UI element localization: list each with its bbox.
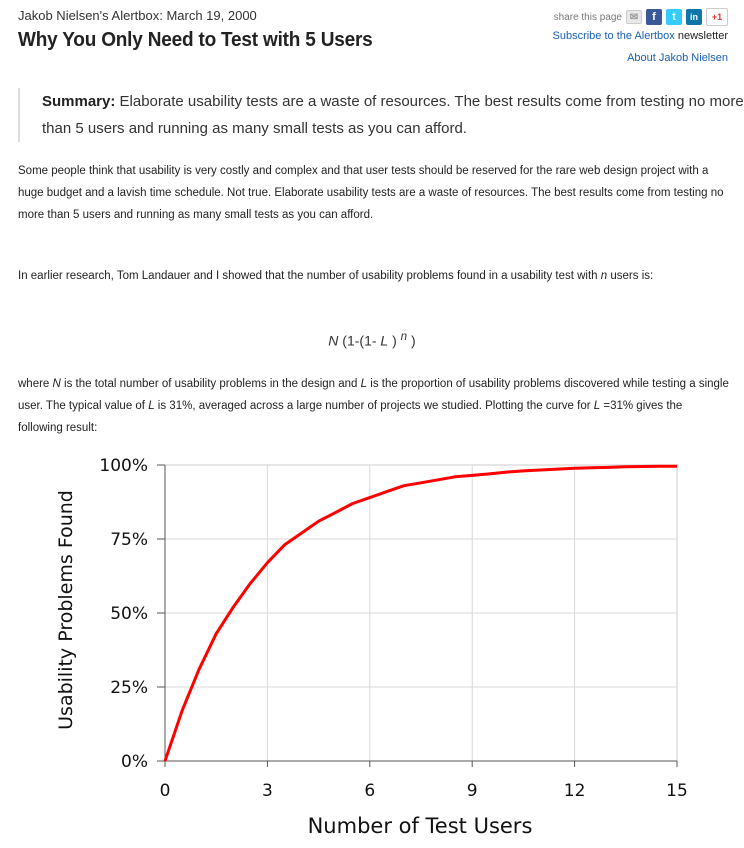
p3-d: is 31%, averaged across a large number of projects we studied. Plotting the curve for	[154, 400, 594, 412]
subscribe-link[interactable]: Subscribe to the Alertbox	[552, 30, 675, 42]
y-axis-label: Usability Problems Found	[55, 490, 77, 730]
x-tick-label: 12	[563, 781, 586, 801]
page-title: Why You Only Need to Test with 5 Users	[18, 29, 373, 52]
p3-c: is the proportion of usability problems discovered while testing a single user. The typical value of	[18, 378, 729, 412]
summary-text: Elaborate usability tests are a waste of resources. The best results come from testing no more than 5 users and running as many small tests as you can afford.	[42, 93, 744, 137]
paragraph-1: Some people think that usability is very costly and complex and that user tests should be reserved for the rare web design project with a huge budget and a lavish time schedule. Not true. Elaborate usability tests are a waste of resources. The best results come from testing no more than 5 users and running as many small tests as you can afford.	[18, 165, 724, 221]
header-links	[553, 25, 729, 69]
share-bar	[554, 8, 728, 26]
p3-N: N	[52, 378, 61, 390]
x-tick-label: 3	[261, 781, 273, 801]
p2-n: n	[600, 270, 608, 282]
y-tick-label: 100%	[99, 456, 148, 476]
paragraph-2	[18, 265, 730, 287]
share-label: share this page	[553, 11, 622, 23]
subscribe-suffix: newsletter	[677, 30, 728, 42]
byline: Jakob Nielsen's Alertbox: March 19, 2000	[18, 8, 257, 23]
formula-N: N	[328, 332, 339, 349]
x-tick-label: 15	[666, 781, 688, 801]
x-tick-label: 6	[364, 781, 376, 801]
about-link[interactable]: About Jakob Nielsen	[627, 52, 728, 64]
p3-L2: L	[148, 400, 155, 412]
chart-grid	[165, 465, 677, 761]
linkedin-icon[interactable]: in	[686, 9, 702, 25]
article-header	[18, 8, 728, 64]
formula-L: L	[380, 332, 389, 349]
x-axis-label: Number of Test Users	[307, 814, 533, 838]
chart-svg	[50, 450, 694, 840]
p3-e: =31% gives the following result:	[18, 400, 683, 434]
formula-part-f: )	[407, 332, 416, 349]
summary-box	[18, 88, 744, 142]
formula	[0, 330, 744, 349]
formula-part-d: )	[388, 332, 401, 349]
p2-text-a: In earlier research, Tom Landauer and I showed that the number of usability problems found in a usability test with	[18, 270, 601, 282]
y-tick-label: 50%	[110, 604, 148, 624]
twitter-icon[interactable]: t	[666, 9, 682, 25]
formula-n: n	[400, 330, 408, 343]
google-plus-label: +1	[711, 12, 723, 22]
google-plus-icon[interactable]	[706, 8, 728, 26]
p3-b: is the total number of usability problems in the design and	[60, 378, 361, 390]
formula-part-b: (1-(1-	[338, 332, 381, 349]
subscribe-row	[553, 25, 729, 47]
x-tick-label: 0	[159, 781, 171, 801]
y-tick-label: 75%	[110, 530, 148, 550]
p3-a: where	[18, 378, 53, 390]
paragraph-3	[18, 373, 730, 439]
p3-L1: L	[360, 378, 368, 390]
facebook-icon[interactable]: f	[646, 9, 662, 25]
summary-label: Summary:	[42, 93, 116, 110]
usability-chart	[50, 450, 694, 840]
y-tick-label: 0%	[121, 752, 148, 772]
p2-text-b: users is:	[607, 270, 654, 282]
p3-L3: L	[593, 400, 601, 412]
x-tick-label: 9	[466, 781, 478, 801]
mail-icon[interactable]: ✉	[626, 10, 642, 24]
y-tick-label: 25%	[110, 678, 148, 698]
